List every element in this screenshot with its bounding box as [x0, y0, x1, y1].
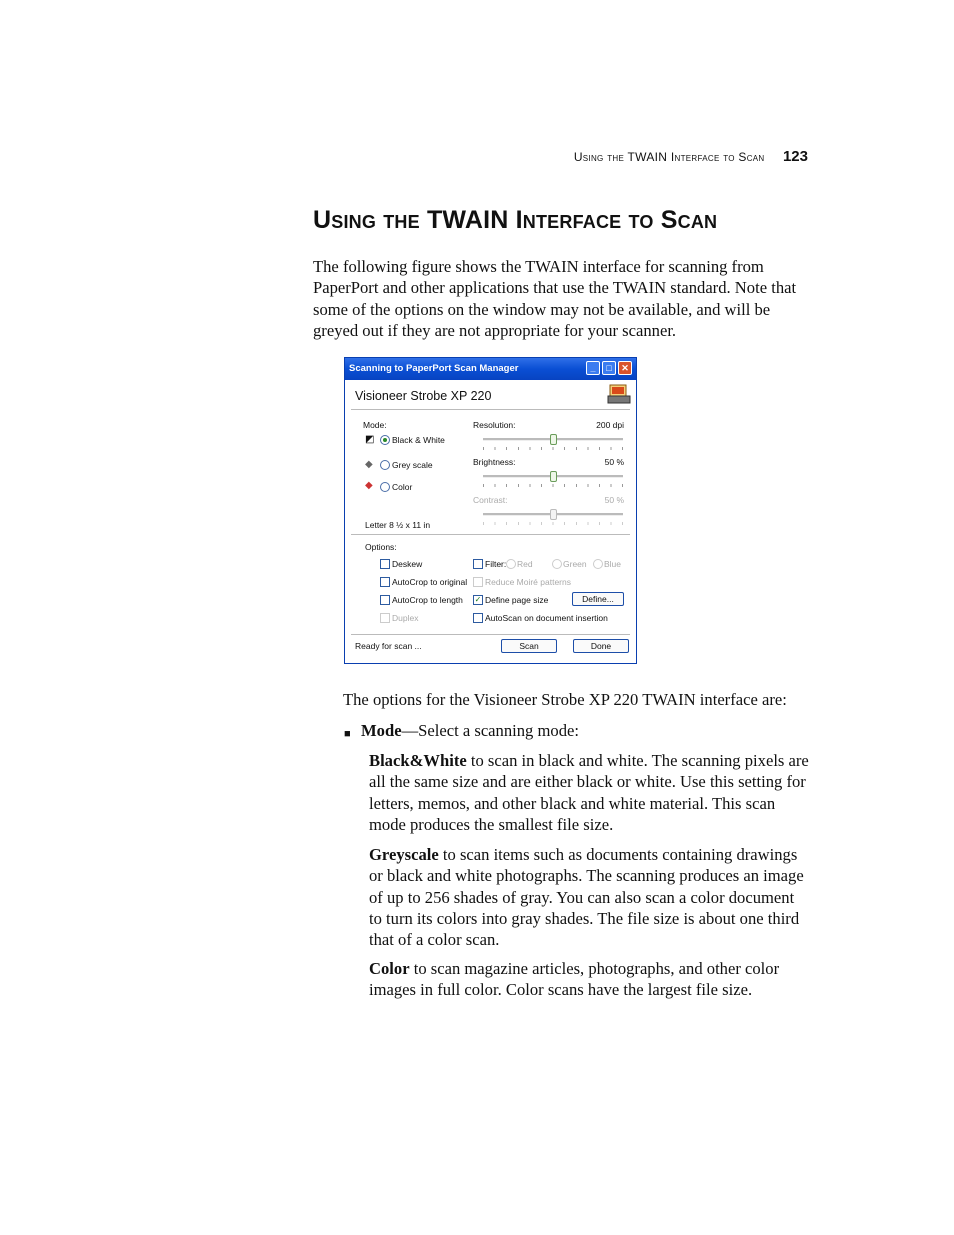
autoscan-checkbox[interactable] [473, 613, 483, 623]
dialog-title: Scanning to PaperPort Scan Manager [349, 363, 519, 374]
define-button[interactable]: Define... [572, 592, 624, 606]
mode-color-radio[interactable] [380, 482, 390, 492]
grey-paragraph [369, 844, 811, 950]
bw-term: Black&White [369, 751, 467, 770]
contrast-slider[interactable] [483, 509, 623, 523]
intro-paragraph: The following figure shows the TWAIN interface for scanning from PaperPort and other applications that use the TWAIN standard. Note that some of the options on the window may not be available, and will be greyed out if they are not appropriate for your scanner. [313, 257, 797, 340]
deskew-label: Deskew [392, 559, 423, 569]
close-icon[interactable]: ✕ [618, 361, 632, 375]
color-paragraph [369, 958, 811, 1001]
grey-term: Greyscale [369, 845, 439, 864]
autoscan-label: AutoScan on document insertion [485, 613, 608, 623]
autocrop-length-label: AutoCrop to length [392, 595, 463, 605]
resolution-slider[interactable] [483, 434, 623, 448]
mode-bw-label: Black & White [392, 435, 445, 445]
autocrop-original-label: AutoCrop to original [392, 577, 468, 587]
divider [351, 534, 630, 535]
bw-paragraph [369, 750, 811, 835]
section-heading: Using the TWAIN Interface to Scan [313, 206, 718, 234]
color-text: to scan magazine articles, photographs, and other color images in full color. Color scans have the largest file size. [369, 959, 780, 1000]
filter-red-radio[interactable] [506, 559, 516, 569]
filter-blue-radio[interactable] [593, 559, 603, 569]
bw-text: to scan in black and white. The scanning pixels are all the same size and are either black or white. Use this setting for letters, memos, and other black and white material. This scan mode produces the smallest file size. [369, 751, 809, 834]
resolution-label: Resolution: [473, 420, 516, 430]
bullet-icon: ■ [344, 728, 351, 740]
mode-term: Mode [361, 721, 402, 740]
color-term: Color [369, 959, 410, 978]
divider [351, 409, 630, 410]
mode-item [361, 720, 811, 741]
duplex-label: Duplex [392, 613, 419, 623]
brightness-value: 50 % [604, 457, 624, 467]
paper-size: Letter 8 ½ x 11 in [365, 520, 431, 530]
reduce-moire-label: Reduce Moiré patterns [485, 577, 571, 587]
maximize-icon[interactable]: □ [602, 361, 616, 375]
scan-button[interactable]: Scan [501, 639, 557, 653]
resolution-value: 200 dpi [596, 420, 624, 430]
duplex-checkbox[interactable] [380, 613, 390, 623]
color-icon: ◆ [365, 480, 373, 491]
mode-grey-radio[interactable] [380, 460, 390, 470]
filter-green-radio[interactable] [552, 559, 562, 569]
filter-blue-label: Blue [604, 559, 622, 569]
filter-red-label: Red [517, 559, 533, 569]
define-page-size-checkbox[interactable]: ✓ [474, 595, 482, 604]
twain-dialog [344, 357, 637, 664]
options-intro: The options for the Visioneer Strobe XP 220 TWAIN interface are: [343, 690, 787, 709]
filter-checkbox[interactable] [473, 559, 483, 569]
minimize-icon[interactable]: _ [586, 361, 600, 375]
dialog-titlebar [345, 358, 636, 380]
running-title: Using the TWAIN Interface to Scan [573, 150, 765, 164]
options-label: Options: [365, 542, 397, 552]
mode-bw-radio[interactable] [380, 435, 390, 445]
brightness-label: Brightness: [473, 457, 516, 467]
define-page-size-label: Define page size [485, 595, 549, 605]
reduce-moire-checkbox[interactable] [473, 577, 483, 587]
mode-text: —Select a scanning mode: [401, 721, 579, 740]
deskew-checkbox[interactable] [380, 559, 390, 569]
product-name: Visioneer Strobe XP 220 [355, 389, 492, 403]
divider [351, 634, 630, 635]
mode-color-label: Color [392, 482, 413, 492]
mode-label: Mode: [363, 420, 387, 430]
autocrop-original-checkbox[interactable] [380, 577, 390, 587]
brightness-slider[interactable] [483, 471, 623, 485]
contrast-label: Contrast: [473, 495, 508, 505]
done-button[interactable]: Done [573, 639, 629, 653]
page-number: 123 [782, 148, 808, 165]
scanner-icon [607, 382, 631, 406]
filter-label: Filter: [485, 559, 507, 569]
autocrop-length-checkbox[interactable] [380, 595, 390, 605]
grey-text: to scan items such as documents containing drawings or black and white photographs. The scanning produces an image of up to 256 shades of gray. You can also scan a color document to turn its colors into gray shades. The file size is about one third that of a color scan. [369, 845, 804, 950]
greyscale-icon: ◆ [365, 459, 373, 470]
filter-green-label: Green [563, 559, 587, 569]
black-white-icon: ◩ [365, 434, 375, 445]
contrast-value: 50 % [604, 495, 624, 505]
running-header [0, 148, 808, 166]
mode-grey-label: Grey scale [392, 460, 433, 470]
status-text: Ready for scan ... [355, 641, 422, 651]
